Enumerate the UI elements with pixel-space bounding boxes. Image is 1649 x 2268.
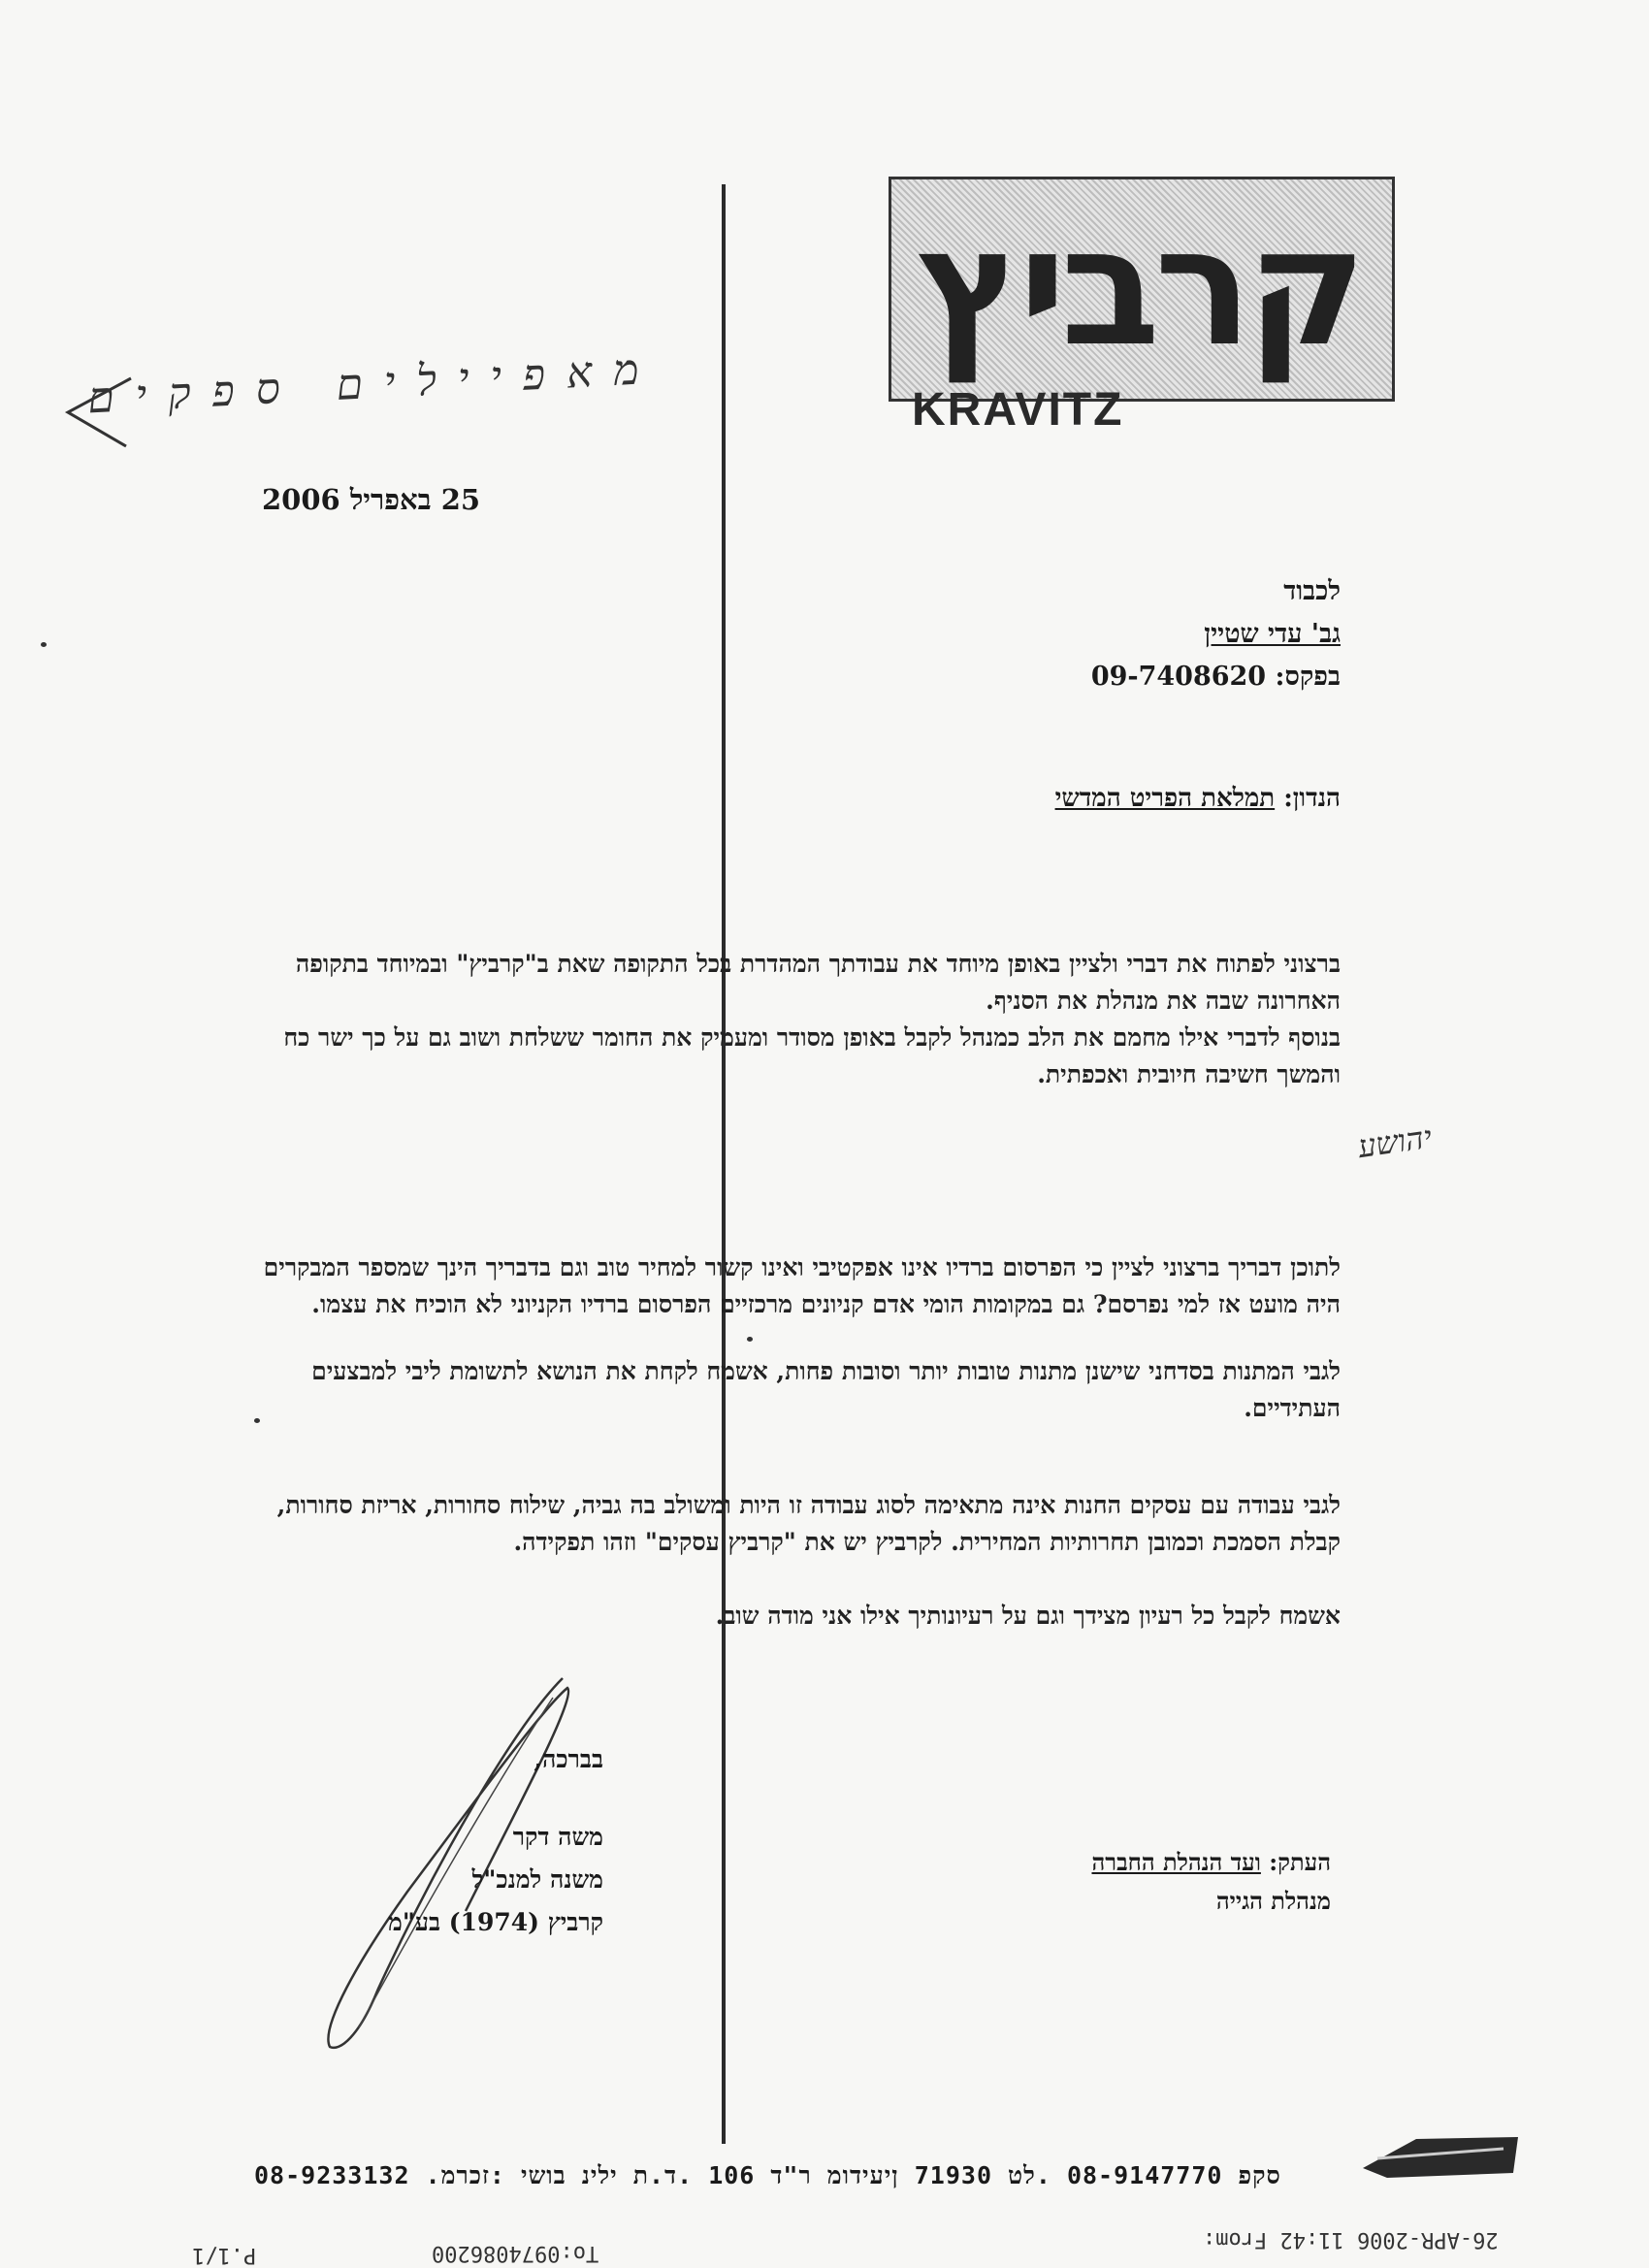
subject-line [1055, 784, 1341, 813]
distribution-recipient-2: מנהלת הגייה [1215, 1887, 1331, 1915]
handwritten-header-note: מאפיילים ספקים [86, 343, 662, 424]
footer-address: 08-9233132 .סקפ 08-9147770 .לט 71930 ןיעידומ ר"ד 106 .ד.ת ילינ בושי :זכרמ [254, 2161, 1281, 2189]
recipient-fax-label: בפקס: [1275, 662, 1341, 692]
recipient-name: גב' עדי שטיין [1204, 619, 1341, 649]
handwritten-margin-note: יהושע [1355, 1118, 1435, 1166]
signature-regards: בברכה, [534, 1745, 603, 1773]
signature-title: משנה למנכ"ל [471, 1865, 603, 1894]
body-paragraph-2-text: בנוסף לדברי אילו מחמם את הלב כמנהל לקבל באופן מסודר ומעמיק את החומר ששלחת ושוב גם על כך ישר כח והמשך חשיבה חיובית ואכפתית. [283, 1023, 1341, 1088]
subject-text: תמלאת הפריט המדשי [1054, 784, 1276, 813]
letter-date: 25 באפריל 2006 [262, 483, 481, 516]
recipient-fax [1091, 656, 1341, 698]
recipient-block [1091, 570, 1341, 698]
fax-header-from: 26-APR-2006 11:42 From: [1203, 2227, 1499, 2252]
recipient-salutation: לכבוד [1283, 576, 1341, 606]
signature-block [388, 1738, 603, 1944]
body-paragraph-1-text: ברצוני לפתוח את דברי ולציין באופן מיוחד את עבודתך המהדרת בכל התקופה שאת ב"קרביץ" ובמיוחד בתקופה האחרונה שבה את מנהלת את הסניף. [295, 950, 1341, 1015]
letterhead-logo-hebrew: קרביץ [917, 192, 1361, 382]
footer-logo-stamp-icon [1358, 2129, 1523, 2183]
body-paragraph-5 [244, 1487, 1341, 1635]
recipient-fax-number: 09-7408620 [1090, 662, 1267, 692]
fax-header-to: To:0974086200 [432, 2241, 599, 2265]
body-paragraph-3: לתוכן דבריך ברצוני לציין כי הפרסום ברדיו אינו אפקטיבי ואינו קשור למחיר טוב וגם בדבריך הינך שמספר המבקרים היה מועט אז למי נפרסם? גם במקומות הומי אדם קניונים מרכזיים הפרסום ברדיו הקניוני לא הוכיח את עצמו. [263, 1253, 1341, 1318]
body-closing: אשמח לקבל כל רעיון מצידך וגם על רעיונותיך אילו אני מודה שוב. [715, 1602, 1341, 1630]
scan-speck [254, 1418, 260, 1423]
distribution-label: העתק: [1269, 1848, 1331, 1876]
fax-fold-line [722, 184, 726, 2144]
body-paragraph-4: לגבי המתנות בסדחני שישנן מתנות טובות יותר וסובות פחות, אשמח לקחת את הנושא לתשומת ליבי למבצעים העתידיים. [311, 1357, 1341, 1422]
body-paragraph-5-text: לגבי עבודה עם עסקים החנות אינה מתאימה לסוג עבודה זו היות ומשולב בה גביה, שילוח סחורות, אריזת סחורות, קבלת הסמכת וכמובן תחרותיות המחירית. לקרביץ יש את "קרביץ עסקים" וזהו תפקידה. [276, 1491, 1341, 1556]
distribution-block [1091, 1843, 1331, 1921]
subject-label: הנדון: [1283, 784, 1341, 813]
body-paragraph-1 [244, 946, 1341, 1093]
signature-company: קרביץ (1974) בע"מ [388, 1908, 603, 1936]
scan-speck [747, 1337, 753, 1342]
scan-speck [41, 642, 47, 647]
fax-header-page: P.1/1 [192, 2243, 257, 2267]
letterhead-logo-latin: KRAVITZ [912, 384, 1124, 436]
distribution-recipient-1: ועד הנהלת החברה [1091, 1848, 1261, 1876]
signature-name: משה דקר [512, 1823, 603, 1851]
